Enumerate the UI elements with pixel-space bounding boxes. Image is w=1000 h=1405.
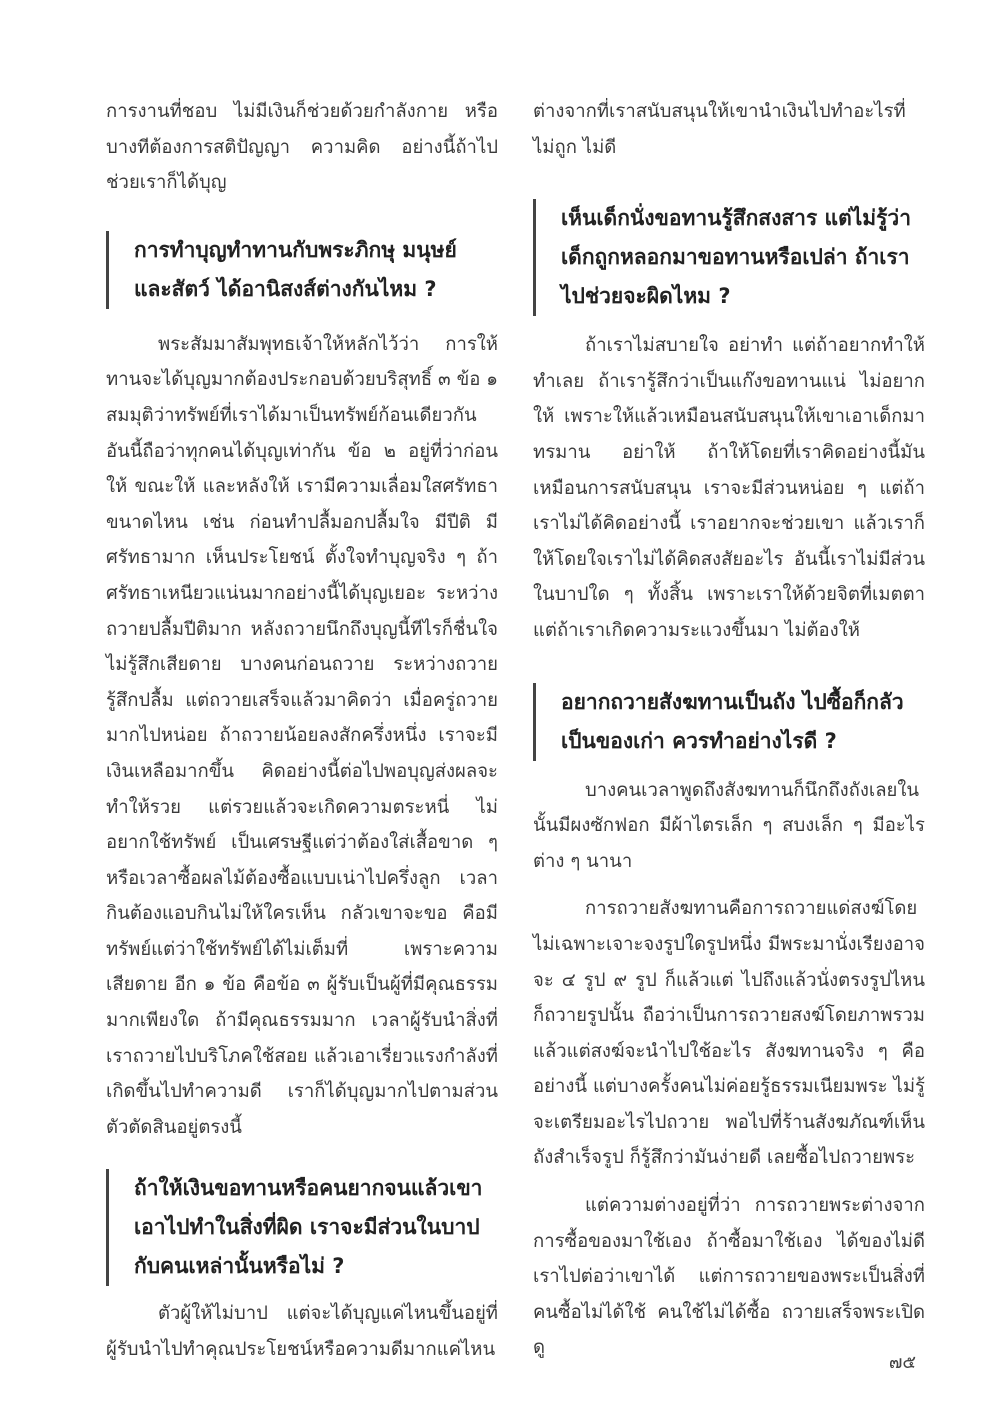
continued-paragraph: ต่างจากที่เราสนับสนุนให้เขานำเงินไปทำอะไรที่ไม่ถูก ไม่ดี xyxy=(533,101,906,158)
answer-paragraph-4a: บางคนเวลาพูดถึงสังฆทานก็นึกถึงถังเลยในนั้นมีผงซักฟอก มีผ้าไตรเล็ก ๆ สบงเล็ก ๆ มีอะไรต่าง ๆ นานา xyxy=(533,779,925,872)
answer-paragraph-2: ตัวผู้ให้ไม่บาป แต่จะได้บุญแค่ไหนขึ้นอยู่ที่ผู้รับนำไปทำคุณประโยชน์หรือความดีมากแค่ไหน xyxy=(106,1303,498,1361)
right-column xyxy=(533,94,925,1366)
answer-paragraph-4b: การถวายสังฆทานคือการถวายแด่สงฆ์โดยไม่เฉพาะเจาะจงรูปใดรูปหนึ่ง มีพระมานั่งเรียงอาจจะ ๔ รูป ๙ รูป ก็แล้วแต่ ไปถึงแล้วนั่งตรงรูปไหน ก็ถวายรูปนั้น ถือว่าเป็นการถวายสงฆ์โดยภาพรวม แล้วแต่สงฆ์จะนำไปใช้อะไร สังฆทานจริง ๆ คืออย่างนี้ แต่บางครั้งคนไม่ค่อยรู้ธรรมเนียมพระ ไม่รู้จะเตรียมอะไรไปถวาย พอไปที่ร้านสังฆภัณฑ์เห็นถังสำเร็จรูป ก็รู้สึกว่ามันง่ายดี เลยซื้อไปถวายพระ xyxy=(533,898,925,1169)
answer-paragraph-1: พระสัมมาสัมพุทธเจ้าให้หลักไว้ว่า การให้ทานจะได้บุญมากต้องประกอบด้วยบริสุทธิ์ ๓ ข้อ ๑ สมมุติว่าทรัพย์ที่เราได้มาเป็นทรัพย์ก้อนเดียวกัน อันนี้ถือว่าทุกคนได้บุญเท่ากัน ข้อ ๒ อยู่ที่ว่าก่อนให้ ขณะให้ และหลังให้ เรามีความเลื่อมใสศรัทธาขนาดไหน เช่น ก่อนทำปลื้มอกปลื้มใจ มีปีติ มีศรัทธามาก เห็นประโยชน์ ตั้งใจทำบุญจริง ๆ ถ้าศรัทธาเหนียวแน่นมากอย่างนี้ได้บุญเยอะ ระหว่างถวายปลื้มปีติมาก หลังถวายนึกถึงบุญนี้ทีไรก็ชื่นใจ ไม่รู้สึกเสียดาย บางคนก่อนถวาย ระหว่างถวายรู้สึกปลื้ม แต่ถวายเสร็จแล้วมาคิดว่า เมื่อครู่ถวายมากไปหน่อย ถ้าถวายน้อยลงสักครึ่งหนึ่ง เราจะมีเงินเหลือมากขึ้น คิดอย่างนี้ต่อไปพอบุญส่งผลจะทำให้รวย แต่รวยแล้วจะเกิดความตระหนี่ ไม่อยากใช้ทรัพย์ เป็นเศรษฐีแต่ว่าต้องใส่เสื้อขาด ๆ หรือเวลาซื้อผลไม้ต้องซื้อแบบเน่าไปครึ่งลูก เวลากินต้องแอบกินไม่ให้ใครเห็น กลัวเขาจะขอ คือมีทรัพย์แต่ว่าใช้ทรัพย์ได้ไม่เต็มที่ เพราะความเสียดาย อีก ๑ ข้อ คือข้อ ๓ ผู้รับเป็นผู้ที่มีคุณธรรมมากเพียงใด ถ้ามีคุณธรรมมาก เวลาผู้รับนำสิ่งที่เราถวายไปบริโภคใช้สอย แล้วเอาเรี่ยวแรงกำลังที่เกิดขึ้นไปทำความดี เราก็ได้บุญมากไปตามส่วน ตัวตัดสินอยู่ตรงนี้ xyxy=(106,333,498,1138)
answer-paragraph-3: ถ้าเราไม่สบายใจ อย่าทำ แต่ถ้าอยากทำให้ทำเลย ถ้าเรารู้สึกว่าเป็นแก๊งขอทานแน่ ไม่อยากให้ เพราะให้แล้วเหมือนสนับสนุนให้เขาเอาเด็กมาทรมาน อย่าให้ ถ้าให้โดยที่เราคิดอย่างนี้มันเหมือนการสนับสนุน เราจะมีส่วนหน่อย ๆ แต่ถ้าเราไม่ได้คิดอย่างนี้ เราอยากจะช่วยเขา แล้วเราก็ให้โดยใจเราไม่ได้คิดสงสัยอะไร อันนี้เราไม่มีส่วนในบาปใด ๆ ทั้งสิ้น เพราะเราให้ด้วยจิตที่เมตตา แต่ถ้าเราเกิดความระแวงขึ้นมา ไม่ต้องให้ xyxy=(533,335,925,641)
question-heading-2: ถ้าให้เงินขอทานหรือคนยากจนแล้วเขาเอาไปทำในสิ่งที่ผิด เราจะมีส่วนในบาปกับคนเหล่านั้นหรือไม่ ? xyxy=(106,1169,498,1286)
question-heading-3: เห็นเด็กนั่งขอทานรู้สึกสงสาร แต่ไม่รู้ว่าเด็กถูกหลอกมาขอทานหรือเปล่า ถ้าเราไปช่วยจะผิดไหม ? xyxy=(533,199,925,316)
question-heading-1: การทำบุญทำทานกับพระภิกษุ มนุษย์ และสัตว์ ได้อานิสงส์ต่างกันไหม ? xyxy=(106,231,498,309)
intro-paragraph: การงานที่ชอบ ไม่มีเงินก็ช่วยด้วยกำลังกาย หรือบางทีต้องการสติปัญญา ความคิด อย่างนี้ถ้าไปช่วยเราก็ได้บุญ xyxy=(106,101,498,194)
left-column xyxy=(106,94,498,1368)
page-number: ๗๕ xyxy=(888,1352,916,1373)
answer-paragraph-4c: แต่ความต่างอยู่ที่ว่า การถวายพระต่างจากการซื้อของมาใช้เอง ถ้าซื้อมาใช้เอง ได้ของไม่ดีเราไปต่อว่าเขาได้ แต่การถวายของพระเป็นสิ่งที่คนซื้อไม่ได้ใช้ คนใช้ไม่ได้ซื้อ ถวายเสร็จพระเปิดดู xyxy=(533,1195,925,1359)
question-heading-4: อยากถวายสังฆทานเป็นถัง ไปซื้อก็กลัวเป็นของเก่า ควรทำอย่างไรดี ? xyxy=(533,683,925,761)
